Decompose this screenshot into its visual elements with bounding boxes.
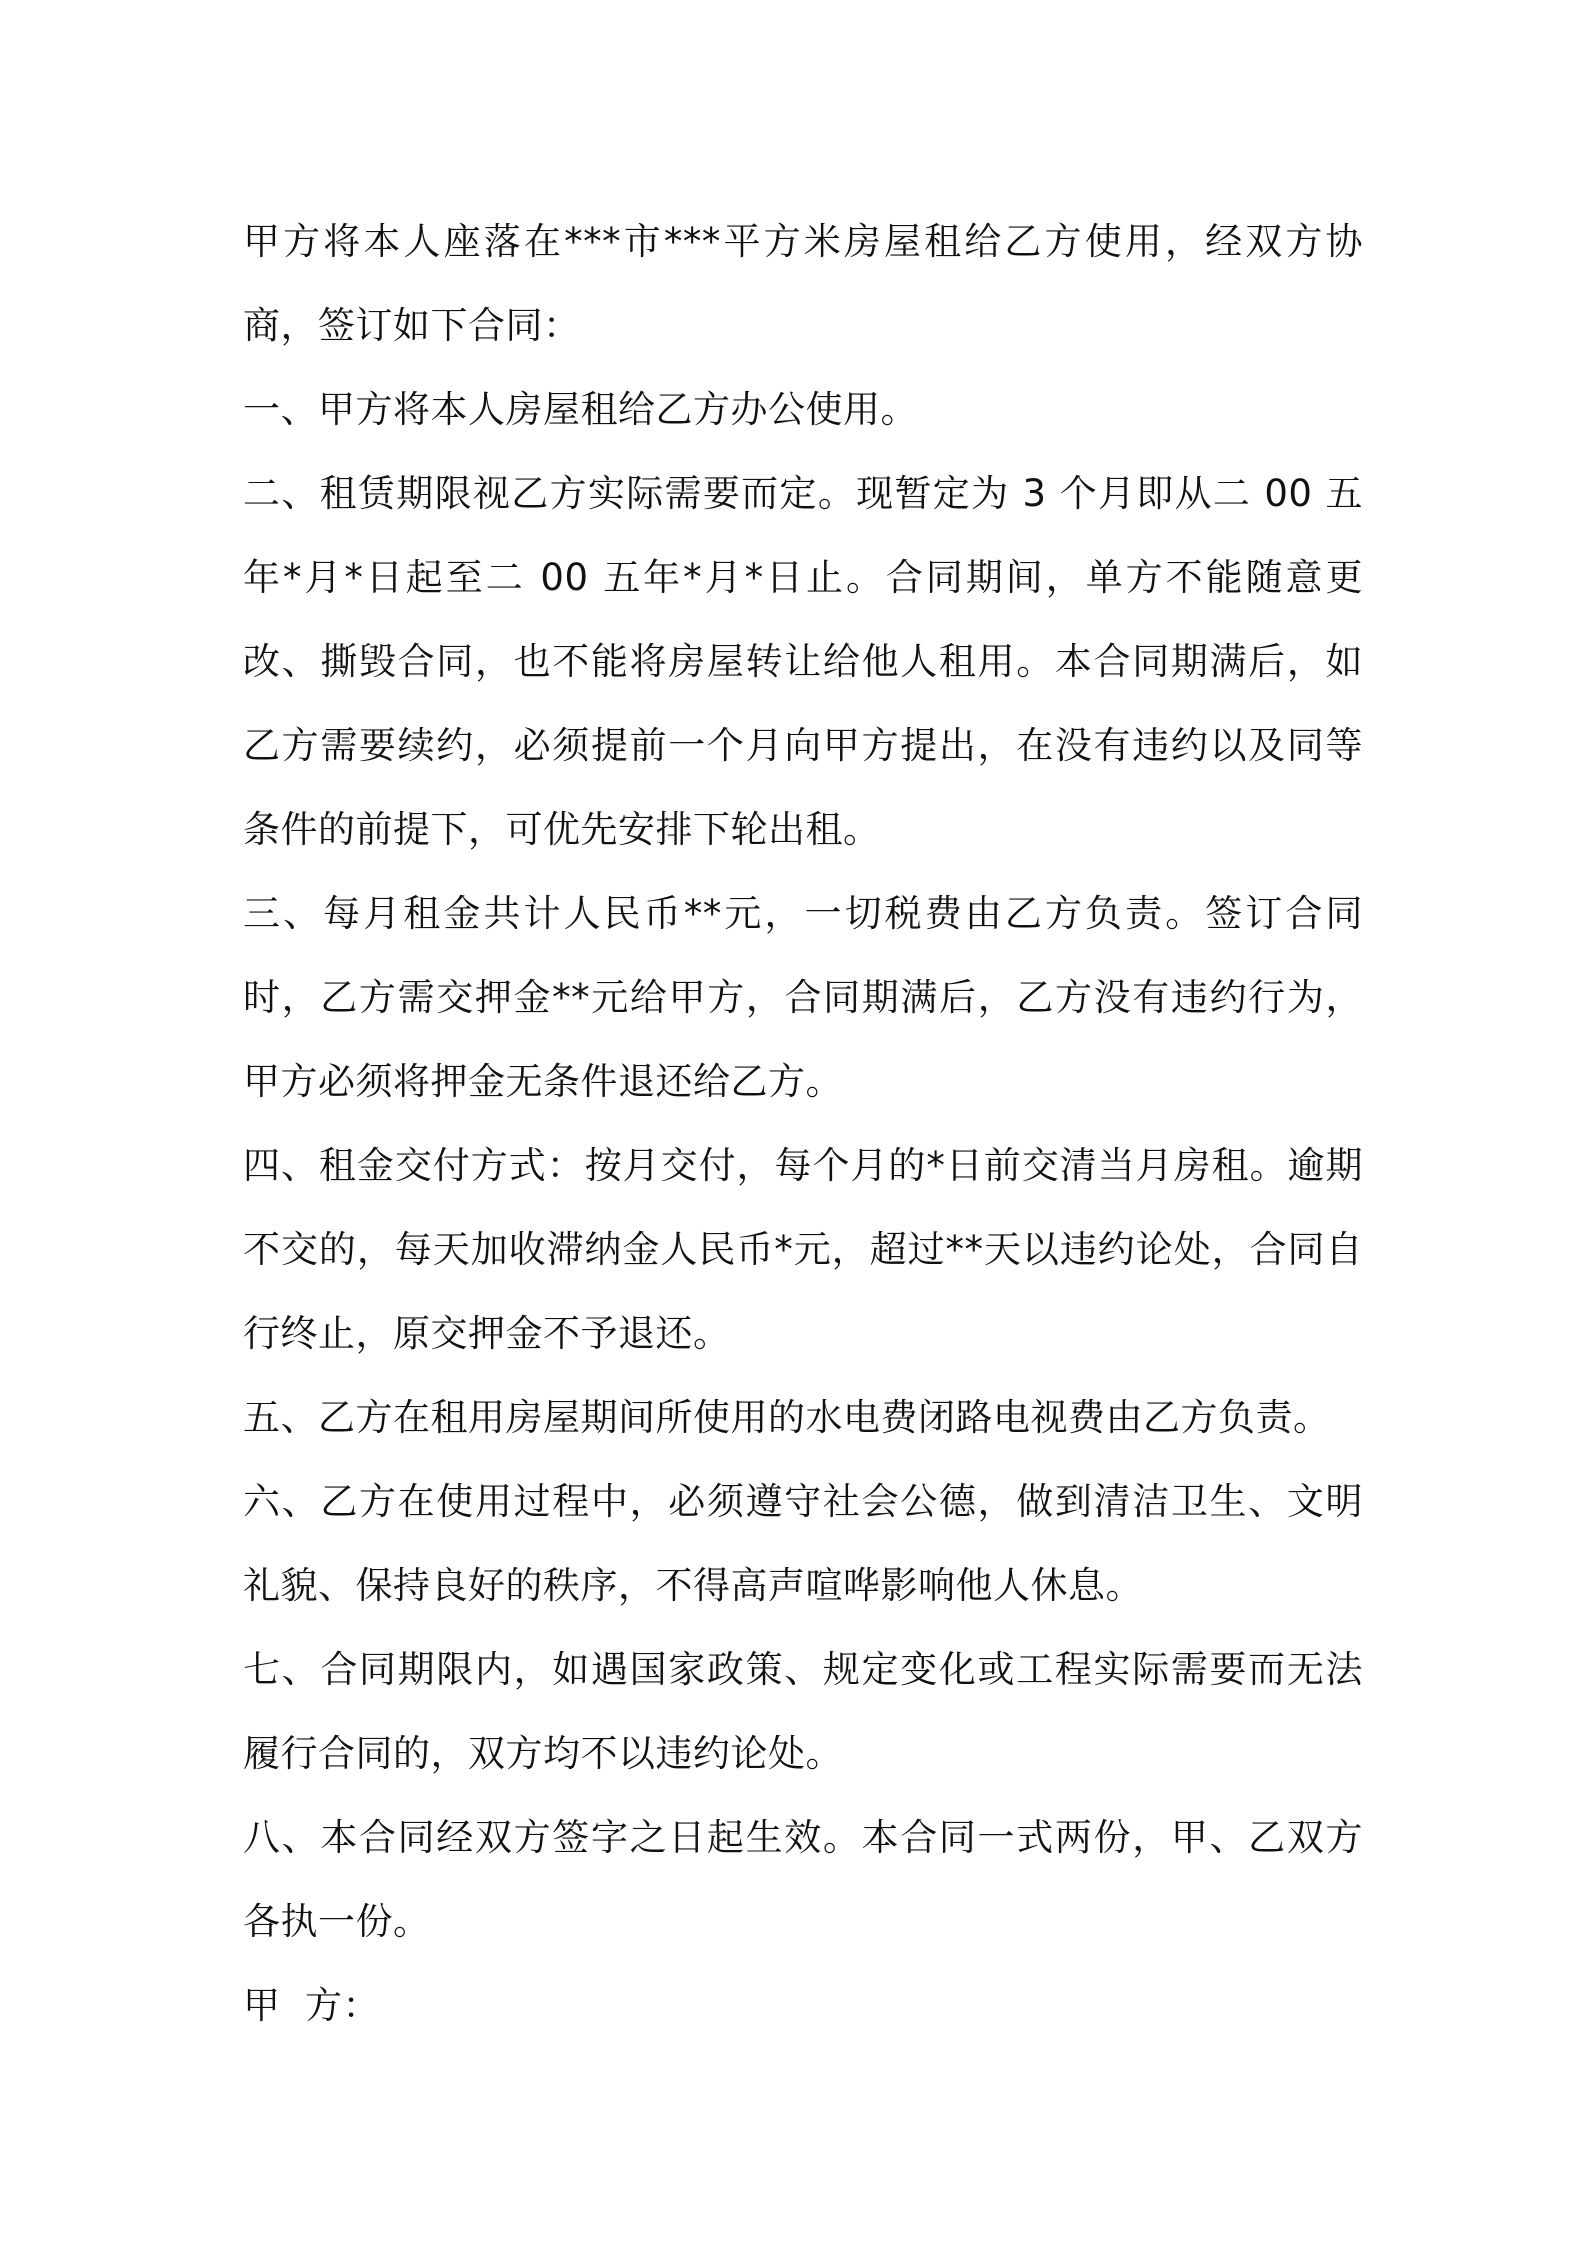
intro-paragraph: 甲方将本人座落在***市***平方米房屋租给乙方使用，经双方协商，签订如下合同： (243, 220, 1363, 347)
clause-5: 五、乙方在租用房屋期间所使用的水电费闭路电视费由乙方负责。 (243, 1396, 1331, 1439)
party-a-signature-label: 甲 方： (243, 1984, 381, 2027)
clause-6: 六、乙方在使用过程中，必须遵守社会公德，做到清洁卫生、文明礼貌、保持良好的秩序，不得高声喧哗影响他人休息。 (243, 1480, 1363, 1607)
contract-page (243, 200, 1363, 2048)
clause-8: 八、本合同经双方签字之日起生效。本合同一式两份，甲、乙双方各执一份。 (243, 1816, 1363, 1943)
clause-3: 三、每月租金共计人民币**元，一切税费由乙方负责。签订合同时，乙方需交押金**元给甲方，合同期满后，乙方没有违约行为，甲方必须将押金无条件退还给乙方。 (243, 892, 1363, 1103)
clause-7: 七、合同期限内，如遇国家政策、规定变化或工程实际需要而无法履行合同的，双方均不以违约论处。 (243, 1648, 1363, 1775)
clause-1: 一、甲方将本人房屋租给乙方办公使用。 (243, 388, 918, 431)
clause-2: 二、租赁期限视乙方实际需要而定。现暂定为 3 个月即从二 00 五年*月*日起至二 00 五年*月*日止。合同期间，单方不能随意更改、撕毁合同，也不能将房屋转让给他人租用。本合同期满后，如乙方需要续约，必须提前一个月向甲方提出，在没有违约以及同等条件的前提下，可优先安排下轮出租。 (243, 472, 1363, 851)
clause-4: 四、租金交付方式：按月交付，每个月的*日前交清当月房租。逾期不交的，每天加收滞纳金人民币*元，超过**天以违约论处，合同自行终止，原交押金不予退还。 (243, 1144, 1363, 1355)
